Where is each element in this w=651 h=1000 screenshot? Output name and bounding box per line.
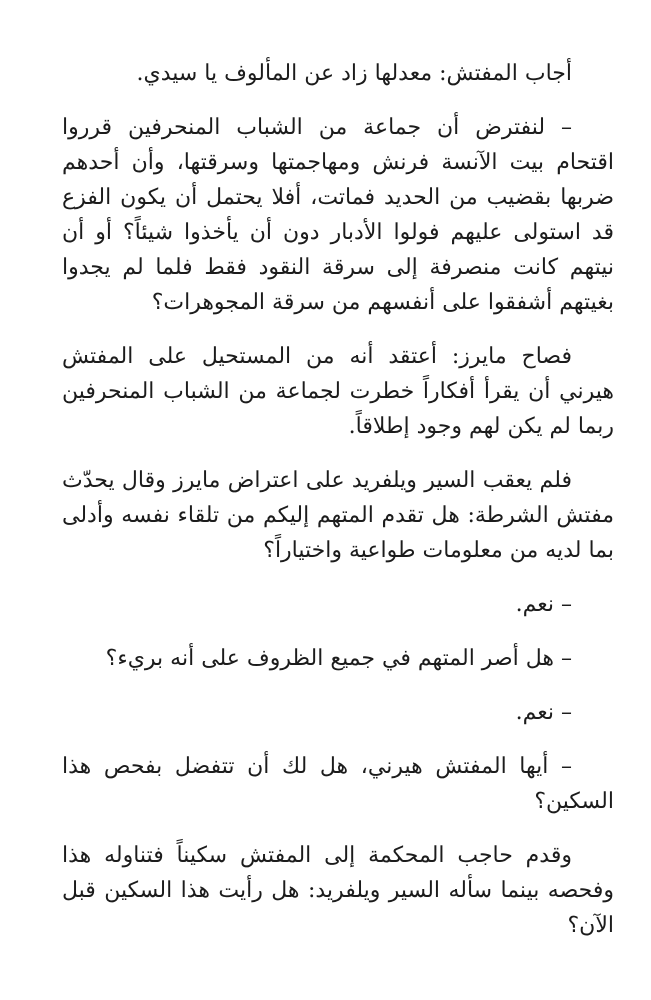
paragraph-innocence-question: – هل أصر المتهم في جميع الظروف على أنه بريء؟ bbox=[105, 646, 572, 671]
paragraph-myers-objection: فصاح مايرز: أعتقد أنه من المستحيل على المفتش هيرني أن يقرأ أفكاراً خطرت لجماعة من الشباب المنحرفين ربما لم يكن لهم وجود إطلاقاً. bbox=[62, 344, 614, 439]
paragraph-answer-yes-2: – نعم. bbox=[515, 700, 572, 725]
book-page bbox=[62, 56, 614, 943]
paragraph-knife-handover: وقدم حاجب المحكمة إلى المفتش سكيناً فتناوله هذا وفحصه بينما سأله السير ويلفريد: هل رأيت هذا السكين قبل الآن؟ bbox=[62, 843, 614, 938]
paragraph-hypothesis: – لنفترض أن جماعة من الشباب المنحرفين قرروا اقتحام بيت الآنسة فرنش ومهاجمتها وسرقتها، وأن أحدهم ضربها بقضيب من الحديد فماتت، أفلا يحتمل أن يكون الفزع قد استولى عليهم فولوا الأدبار دون أن يأخذوا شيئاً؟ أو أن نيتهم كانت منصرفة إلى سرقة النقود فقط فلما لم يجدوا بغيتهم أشفقوا على أنفسهم من سرقة المجوهرات؟ bbox=[62, 115, 614, 315]
paragraph-inspector-answer: أجاب المفتش: معدلها زاد عن المألوف يا سيدي. bbox=[136, 61, 572, 86]
paragraph-answer-yes-1: – نعم. bbox=[515, 592, 572, 617]
paragraph-knife-request: – أيها المفتش هيرني، هل لك أن تتفضل بفحص هذا السكين؟ bbox=[62, 754, 614, 814]
paragraph-wilfrid-question: فلم يعقب السير ويلفريد على اعتراض مايرز وقال يحدّث مفتش الشرطة: هل تقدم المتهم إليكم من تلقاء نفسه وأدلى بما لديه من معلومات طواعية واختياراً؟ bbox=[62, 468, 614, 563]
